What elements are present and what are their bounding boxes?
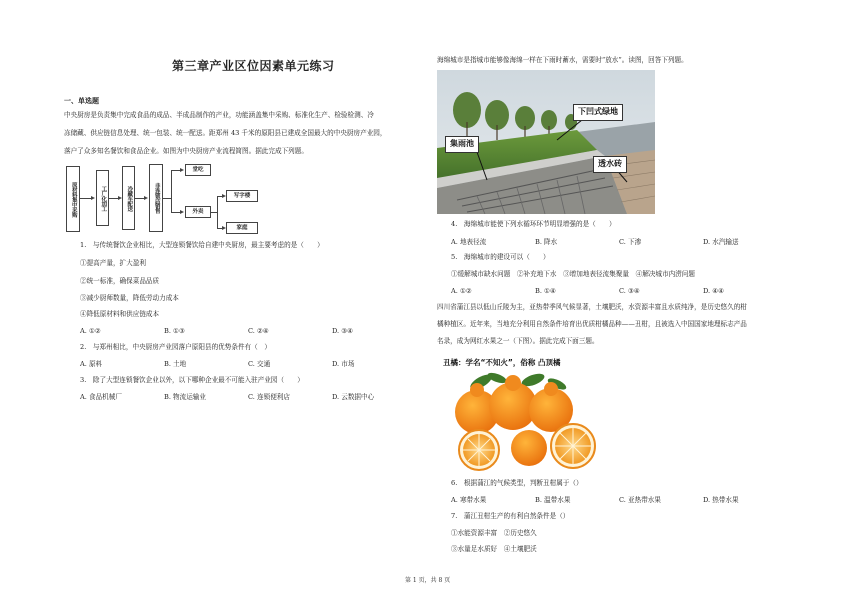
q4-option-c[interactable]: C. 下渗: [619, 238, 642, 246]
q3-options: [80, 393, 396, 402]
intro-line-3: 落户了众多知名餐饮和食品企业。如图为中央厨房产业流程简图。据此完成下列题。: [64, 147, 308, 155]
q5-option-c[interactable]: C. ③④: [619, 287, 640, 295]
q1-options: [80, 327, 392, 336]
label-sunken-green: 下凹式绿地: [573, 104, 623, 121]
q6-option-d[interactable]: D. 热带水果: [703, 496, 739, 504]
q4-options: [451, 238, 773, 247]
q7-item-1: ①水能资源丰富 ②历史悠久: [451, 529, 537, 537]
page-number: 第 1 页，共 8 页: [405, 577, 451, 584]
q2-stem: 2. 与郑州相比，中央厨房产业园落户原阳县的优势条件有（ ）: [80, 343, 271, 351]
q1-stem: 1. 与传统餐饮企业相比，大型连锁餐饮给自建中央厨房，最主要考虑的是（ ）: [80, 241, 324, 249]
ugly-orange-photo: [437, 354, 605, 472]
flow-takeout: 外卖: [185, 206, 211, 218]
intro2-line-1: 四川省蒲江县以低山丘陵为主，亚热带季风气候显著，土壤肥沃，水资源丰富且水质纯净，是历史悠久的柑: [437, 303, 747, 311]
q3-option-a[interactable]: A. 食品机械厂: [80, 393, 122, 401]
flow-cold: 冷藏车配送: [122, 166, 135, 230]
q4-option-d[interactable]: D. 水汽输送: [703, 238, 739, 246]
q2-option-b[interactable]: B. 土地: [164, 360, 187, 368]
q2-option-a[interactable]: A. 原料: [80, 360, 103, 368]
q2-option-d[interactable]: D. 市场: [332, 360, 355, 368]
sponge-city-photo: [437, 70, 655, 214]
q6-option-b[interactable]: B. 温带水果: [535, 496, 571, 504]
q1-option-a[interactable]: A. ①②: [80, 327, 101, 335]
q5-option-b[interactable]: B. ①④: [535, 287, 556, 295]
q5-option-a[interactable]: A. ①②: [451, 287, 472, 295]
q1-option-b[interactable]: B. ①③: [164, 327, 185, 335]
intro-line-2: 冻储藏、供应链信息处理、统一包装、统一配送。距郑州 43 千米的原阳县已建成全国最大的中央厨房产业园，: [64, 129, 387, 137]
q6-stem: 6. 根据蒲江的气候类型，判断丑柑属于（）: [451, 479, 583, 487]
flow-shop: 非连锁店销售: [149, 164, 163, 232]
flow-eatin: 堂吃: [185, 164, 211, 176]
intro2-line-3: 名录，成为网红水果之一（下图）。据此完成下面三题。: [437, 337, 599, 345]
right-intro: 海绵城市是指城市能够像海绵一样在下雨时蓄水，需要时“放水”。读图，回答下列题。: [437, 56, 688, 64]
page-title: 第三章产业区位因素单元练习: [172, 59, 335, 73]
q7-stem: 7. 蒲江丑柑生产的有利自然条件是（）: [451, 512, 570, 520]
q4-stem: 4. 海绵城市能使下列水循环环节明显增强的是（ ）: [451, 220, 616, 228]
flow-home: 家庭: [226, 222, 258, 234]
q3-option-d[interactable]: D. 云数据中心: [332, 393, 375, 401]
q1-option-c[interactable]: C. ②④: [248, 327, 269, 335]
q5-option-d[interactable]: D. ④④: [703, 287, 725, 295]
label-rain-pool: 集雨池: [445, 136, 479, 153]
intro2-line-2: 橘种植区。近年来，当地充分利用自然条件培育出优质柑橘品种——丑柑，且被选入中国国家地理标志产品: [437, 320, 747, 328]
flow-office: 写字楼: [226, 190, 258, 202]
q6-option-a[interactable]: A. 寒带水果: [451, 496, 487, 504]
flow-raw: 原材料集中采购: [66, 166, 80, 232]
q1-item-2: ②统一标准，确保菜品品质: [80, 277, 160, 285]
label-permeable-brick: 透水砖: [593, 156, 627, 173]
q5-items: ①缓解城市缺水问题 ②补充地下水 ③增加地表径流集聚量 ④解决城市内涝问题: [451, 270, 695, 278]
q3-option-c[interactable]: C. 连锁便利店: [248, 393, 290, 401]
q1-item-3: ③减少厨师数量，降低劳动力成本: [80, 294, 179, 302]
q6-option-c[interactable]: C. 亚热带水果: [619, 496, 661, 504]
q3-option-b[interactable]: B. 物流运输业: [164, 393, 207, 401]
q4-option-b[interactable]: B. 降水: [535, 238, 558, 246]
q1-option-d[interactable]: D. ③④: [332, 327, 354, 335]
q5-options: [451, 287, 763, 296]
q5-stem: 5. 海绵城市的建设可以（ ）: [451, 253, 550, 261]
q1-item-4: ④降低原材料和供应链成本: [80, 310, 160, 318]
flowchart: [60, 160, 280, 238]
q2-options: [80, 360, 392, 369]
flow-factory: 工厂化加工: [96, 170, 109, 226]
q7-item-2: ③水量足水质好 ④土壤肥沃: [451, 545, 537, 553]
q2-option-c[interactable]: C. 交通: [248, 360, 271, 368]
section-heading: 一、单选题: [64, 96, 99, 105]
photo2-caption: 丑橘：学名“不知火”，俗称 凸顶橘: [443, 358, 561, 367]
intro-line-1: 中央厨房是负责集中完成食品的成品、半成品制作的产业，功能涵盖集中采购、标准化生产、检验检测、冷: [64, 111, 374, 119]
q6-options: [451, 496, 773, 505]
q1-item-1: ①提高产量，扩大盈利: [80, 259, 146, 267]
q3-stem: 3. 除了大型连锁餐饮企业以外，以下哪种企业最不可能入驻产业园（ ）: [80, 376, 304, 384]
q4-option-a[interactable]: A. 地表径流: [451, 238, 487, 246]
